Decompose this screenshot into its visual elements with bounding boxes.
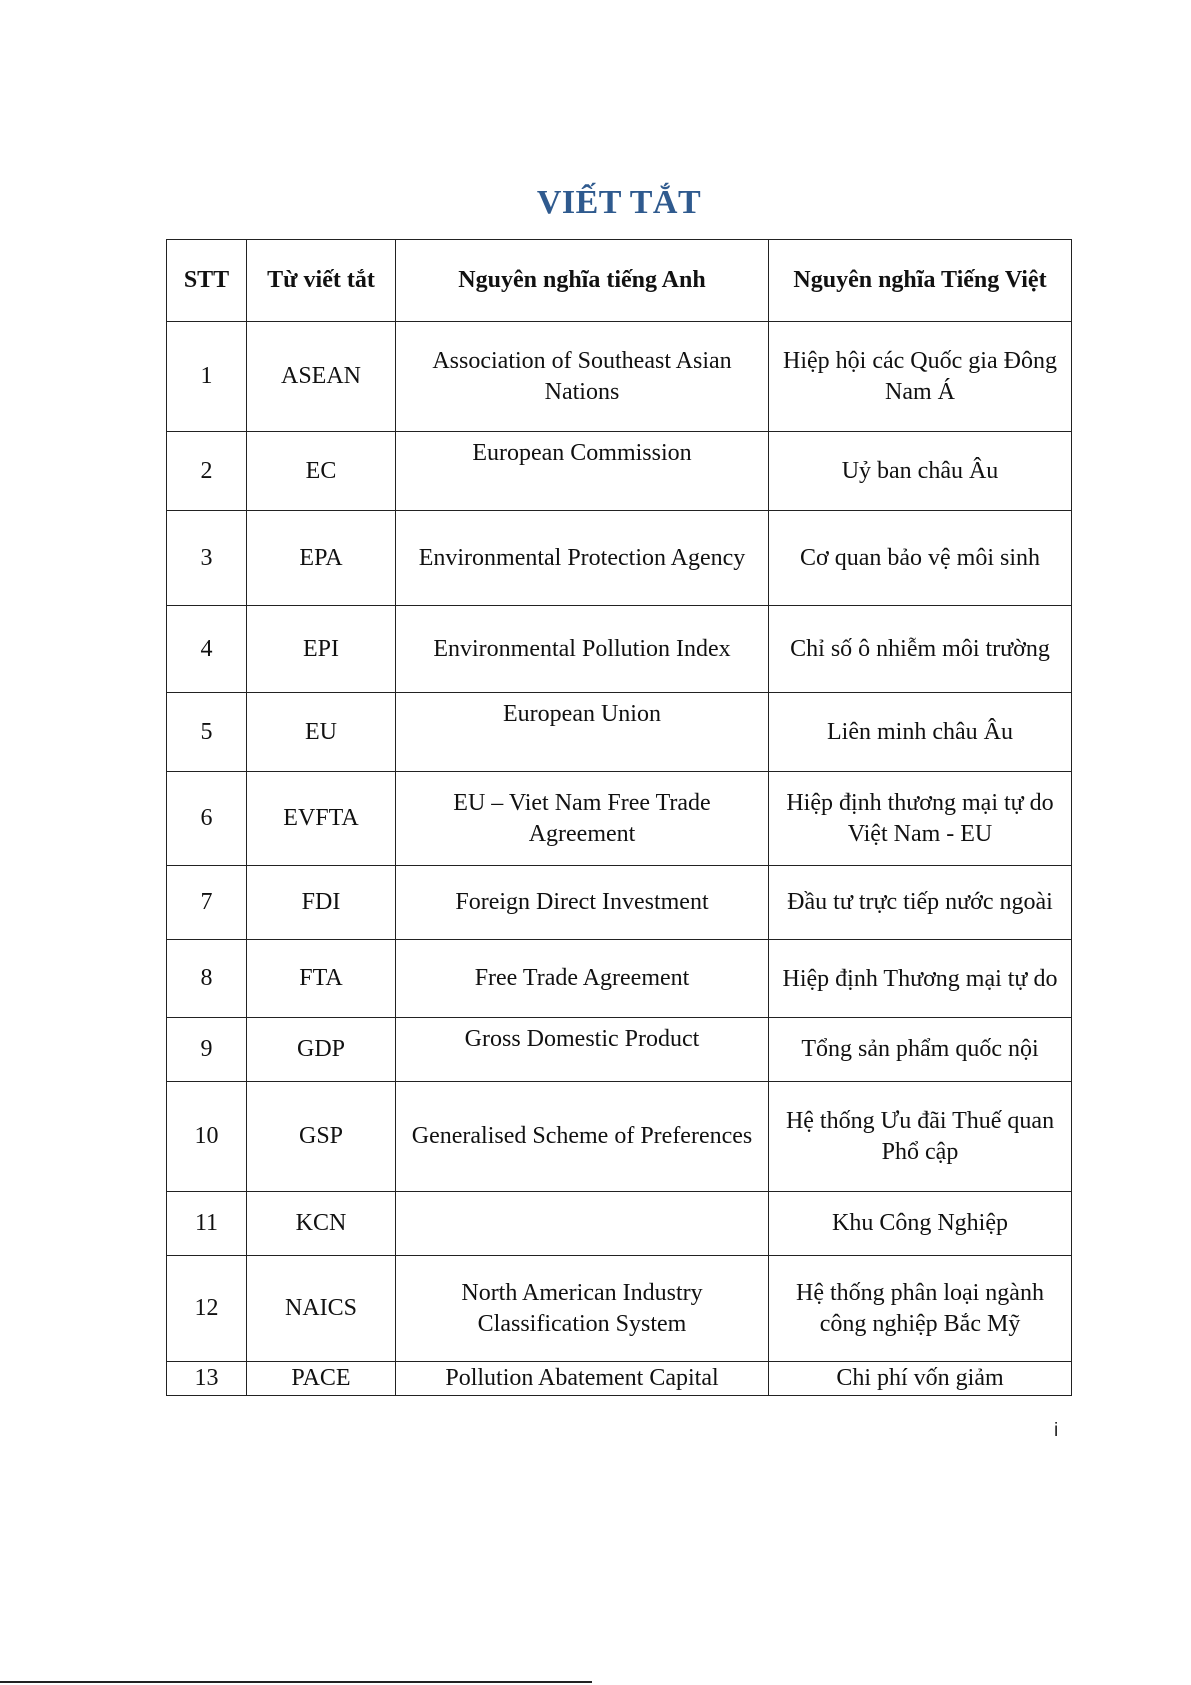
table-row	[167, 1362, 1072, 1396]
cell-stt: 8	[167, 940, 247, 1018]
footer-cropped-text	[598, 1675, 658, 1685]
cell-abbr: GDP	[247, 1018, 396, 1082]
cell-vi: Liên minh châu Âu	[769, 693, 1072, 772]
header-en: Nguyên nghĩa tiếng Anh	[396, 240, 769, 322]
table-row	[167, 940, 1072, 1018]
cell-vi: Hiệp hội các Quốc gia Đông Nam Á	[769, 322, 1072, 432]
table-row	[167, 772, 1072, 866]
table-row	[167, 606, 1072, 693]
cell-stt: 6	[167, 772, 247, 866]
cell-en: Foreign Direct Investment	[396, 866, 769, 940]
page-title: VIẾT TẮT	[536, 184, 702, 221]
cell-stt: 11	[167, 1192, 247, 1256]
table-row	[167, 432, 1072, 511]
cell-vi: Uỷ ban châu Âu	[769, 432, 1072, 511]
cell-vi: Hệ thống Ưu đãi Thuế quan Phổ cập	[769, 1082, 1072, 1192]
cell-vi: Hệ thống phân loại ngành công nghiệp Bắc Mỹ	[769, 1256, 1072, 1362]
table-header-row	[167, 240, 1072, 322]
header-vi: Nguyên nghĩa Tiếng Việt	[769, 240, 1072, 322]
cell-vi: Chi phí vốn giảm	[769, 1362, 1072, 1396]
cell-abbr: FDI	[247, 866, 396, 940]
table-row	[167, 693, 1072, 772]
table-row	[167, 1192, 1072, 1256]
cell-en: Free Trade Agreement	[396, 940, 769, 1018]
cell-abbr: EVFTA	[247, 772, 396, 866]
cell-en: Environmental Protection Agency	[396, 511, 769, 606]
table-row	[167, 322, 1072, 432]
cell-en: European Commission	[396, 432, 769, 511]
cell-abbr: FTA	[247, 940, 396, 1018]
cell-abbr: KCN	[247, 1192, 396, 1256]
abbreviations-table	[166, 239, 1072, 1396]
page-number: i	[1054, 1420, 1059, 1441]
cell-en: Gross Domestic Product	[396, 1018, 769, 1082]
cell-en: Generalised Scheme of Preferences	[396, 1082, 769, 1192]
cell-vi: Tổng sản phẩm quốc nội	[769, 1018, 1072, 1082]
table-row	[167, 1082, 1072, 1192]
cell-abbr: EPA	[247, 511, 396, 606]
cell-abbr: EU	[247, 693, 396, 772]
table-row	[167, 1018, 1072, 1082]
cell-stt: 10	[167, 1082, 247, 1192]
cell-abbr: ASEAN	[247, 322, 396, 432]
cell-stt: 12	[167, 1256, 247, 1362]
cell-stt: 5	[167, 693, 247, 772]
cell-en: North American Industry Classification System	[396, 1256, 769, 1362]
cell-stt: 7	[167, 866, 247, 940]
cell-abbr: GSP	[247, 1082, 396, 1192]
table-row	[167, 866, 1072, 940]
cell-en: European Union	[396, 693, 769, 772]
cell-stt: 9	[167, 1018, 247, 1082]
cell-vi: Khu Công Nghiệp	[769, 1192, 1072, 1256]
cell-vi: Đầu tư trực tiếp nước ngoài	[769, 866, 1072, 940]
cell-abbr: NAICS	[247, 1256, 396, 1362]
header-stt: STT	[167, 240, 247, 322]
cell-en: Pollution Abatement Capital	[396, 1362, 769, 1396]
cell-vi: Cơ quan bảo vệ môi sinh	[769, 511, 1072, 606]
cell-stt: 13	[167, 1362, 247, 1396]
cell-vi: Hiệp định Thương mại tự do	[769, 940, 1072, 1018]
cell-en: Environmental Pollution Index	[396, 606, 769, 693]
header-abbr: Từ viết tắt	[247, 240, 396, 322]
table-row	[167, 1256, 1072, 1362]
cell-stt: 3	[167, 511, 247, 606]
cell-abbr: EC	[247, 432, 396, 511]
cell-en: EU – Viet Nam Free Trade Agreement	[396, 772, 769, 866]
footer-divider	[0, 1681, 592, 1683]
table-row	[167, 511, 1072, 606]
cell-abbr: EPI	[247, 606, 396, 693]
cell-vi: Chỉ số ô nhiễm môi trường	[769, 606, 1072, 693]
cell-en: Association of Southeast Asian Nations	[396, 322, 769, 432]
cell-en	[396, 1192, 769, 1256]
cell-stt: 4	[167, 606, 247, 693]
cell-vi: Hiệp định thương mại tự do Việt Nam - EU	[769, 772, 1072, 866]
cell-stt: 1	[167, 322, 247, 432]
cell-abbr: PACE	[247, 1362, 396, 1396]
cell-stt: 2	[167, 432, 247, 511]
